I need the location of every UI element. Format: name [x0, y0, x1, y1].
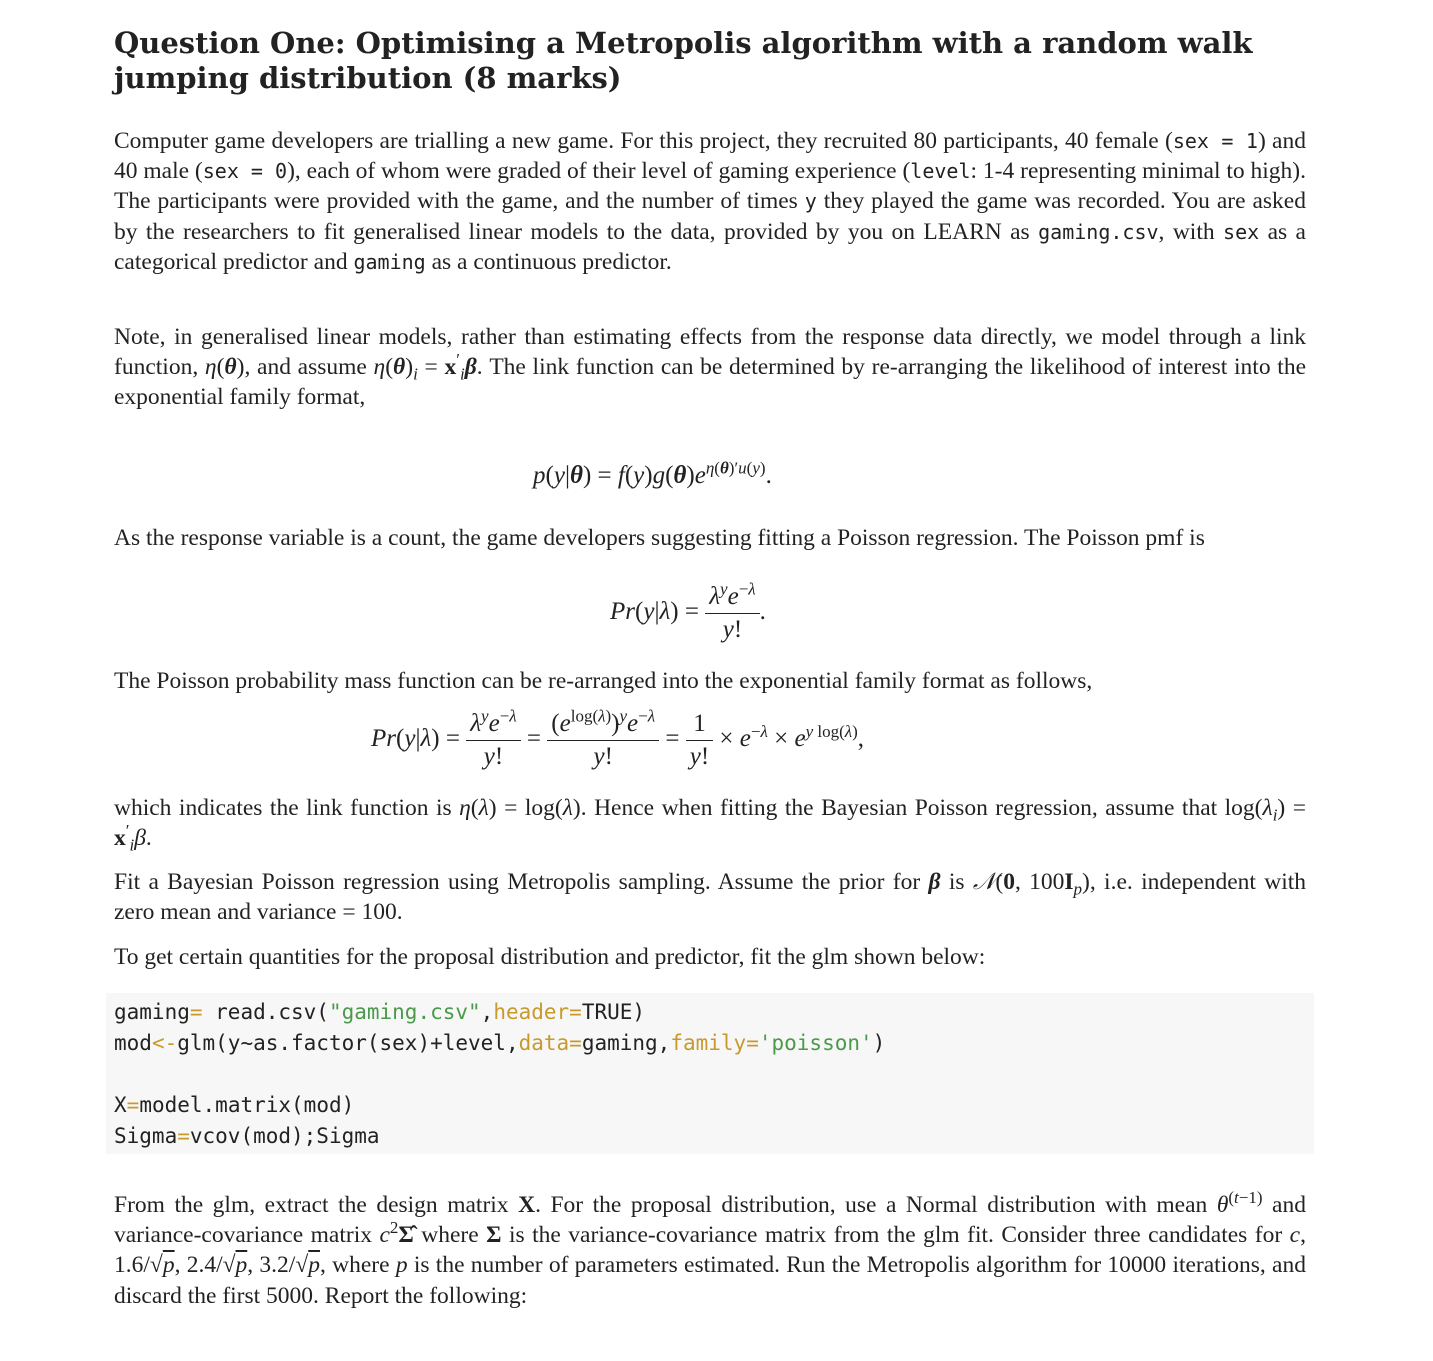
- proposal-paragraph: From the glm, extract the design matrix X. For the proposal distribution, use a Normal distribution with mean $\theta^{(t-1)}$ and variance-covariance matrix $c^2\Sigmâ$ where Σ is the variance-covariance matrix from the glm fit. Consider three candidates for c, 1.6/√p, 2.4/√p, 3.2/√p, where p is the number of parameters estimated. Run the Metropolis algorithm for 10000 iterations, and discard the first 5000. Report the following:: [114, 1188, 1306, 1309]
- glm-instruction-paragraph: To get certain quantities for the proposal distribution and predictor, fit the glm shown below:: [114, 944, 986, 970]
- exponential-family-equation: $p(y|\theta) = f(y)g(\theta)e^{\eta(\theta)'u(y)}$.: [533, 458, 772, 489]
- question-title: Question One: Optimising a Metropolis algorithm with a random walk jumping distribution (8 marks): [114, 26, 1253, 95]
- poisson-intro-paragraph: As the response variable is a count, the game developers suggesting fitting a Poisson regression. The Poisson pmf is: [114, 525, 1205, 551]
- intro-paragraph: Computer game developers are trialling a new game. For this project, they recruited 80 participants, 40 female (sex = 1) and 40 male (sex = 0), each of whom were graded of their level of gaming experience (level: 1-4 representing minimal to high). The participants were provided with the game, and the number of times y they played the game was recorded. You are asked by the researchers to fit generalised linear models to the data, provided by you on LEARN as gaming.csv, with sex as a categorical predictor and gaming as a continuous predictor.: [114, 128, 1306, 275]
- poisson-pmf-equation: Pr(y|λ) = $\frac{\lambda^ye^{-\lambda}}{y!}$ .: [610, 579, 766, 643]
- r-code-block: gaming= read.csv("gaming.csv",header=TRUE) mod<-glm(y~as.factor(sex)+level,data=gaming,family='poisson') X=model.matrix(mod) Sigma=vcov(mod);Sigma: [106, 993, 1314, 1154]
- rearrange-paragraph: The Poisson probability mass function can be re-arranged into the exponential family format as follows,: [114, 668, 1093, 694]
- link-conclusion-paragraph: which indicates the link function is η(λ) = log(λ). Hence when fitting the Bayesian Poisson regression, assume that $\log(\lambda_i) = x'_i\beta$.: [114, 795, 1306, 855]
- rearranged-pmf-equation: Pr(y|λ) = $\frac{\lambda^ye^{-\lambda}}{y!}$ = $\frac{(e^{log(\lambda)})^ye^{-\lambda}}{y!}$ = $\frac{1}{y!}$ × $e^{-\lambda} \times e^{y log(\lambda)}$,: [371, 706, 865, 770]
- link-function-paragraph: Note, in generalised linear models, rather than estimating effects from the response data directly, we model through a link function, η(θ), and assume $\eta(\theta)_i = x'_i\beta$. The link function can be determined by re-arranging the likelihood of interest into the exponential family format,: [114, 324, 1306, 411]
- prior-paragraph: Fit a Bayesian Poisson regression using Metropolis sampling. Assume the prior for β is 𝒩(0, $100I_p$), i.e. independent with zero mean and variance = 100.: [114, 869, 1307, 926]
